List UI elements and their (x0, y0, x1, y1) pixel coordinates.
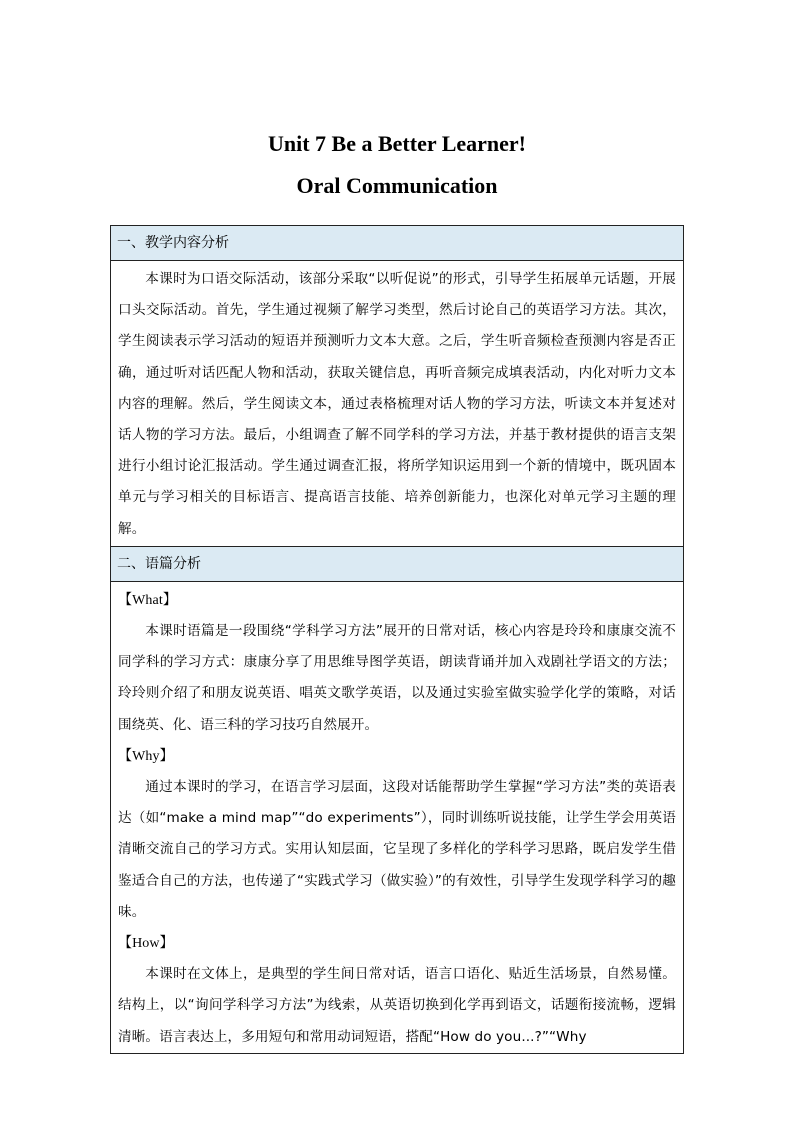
document-title: Unit 7 Be a Better Learner! (267, 131, 527, 156)
why-paragraph: 通过本课时的学习，在语言学习层面，这段对话能帮助学生掌握“学习方法”类的英语表达（如“make a mind map”“do experiments”），同时训练听说技能，让学生学会用英语清晰交流自己的学习方式。实用认知层面，它呈现了多样化的学科学习思路，既启发学生借鉴适合自己的方法，也传递了“实践式学习（做实验）”的有效性，引导学生发现学科学习的趣味。 (118, 779, 676, 920)
what-paragraph: 本课时语篇是一段围绕“学科学习方法”展开的日常对话，核心内容是玲玲和康康交流不同学科的学习方式：康康分享了用思维导图学英语，朗读背诵并加入戏剧社学语文的方法；玲玲则介绍了和朋友说英语、唱英文歌学英语，以及通过实验室做实验学化学的策略，对话围绕英、化、语三科的学习技巧自然展开。 (118, 623, 676, 733)
analysis-table (110, 225, 684, 1054)
section-heading-text-analysis: 二、语篇分析 (111, 546, 684, 581)
section-body-row (111, 581, 684, 1053)
paragraph: 本课时为口语交际活动，该部分采取“以听促说”的形式，引导学生拓展单元话题，开展口头交际活动。首先，学生通过视频了解学习类型，然后讨论自己的英语学习方法。其次，学生阅读表示学习活动的短语并预测听力文本大意。之后，学生听音频检查预测内容是否正确，通过听对话匹配人物和活动，获取关键信息，再听音频完成填表活动，内化对听力文本内容的理解。然后，学生阅读文本，通过表格梳理对话人物的学习方法，听读文本并复述对话人物的学习方法。最后，小组调查了解不同学科的学习方法，并基于教材提供的语言支架进行小组讨论汇报活动。学生通过调查汇报，将所学知识运用到一个新的情境中，既巩固本单元与学习相关的目标语言、提高语言技能、培养创新能力，也深化对单元学习主题的理解。 (118, 271, 676, 537)
document-subtitle: Oral Communication (296, 173, 498, 198)
why-label: 【Why】 (118, 748, 174, 764)
section-body-content-analysis (111, 261, 684, 547)
what-label: 【What】 (118, 592, 177, 608)
how-label: 【How】 (118, 936, 174, 952)
section-heading-content-analysis: 一、教学内容分析 (111, 226, 684, 261)
section-body-row (111, 261, 684, 547)
section-header-row (111, 546, 684, 581)
section-header-row (111, 226, 684, 261)
how-paragraph: 本课时在文体上，是典型的学生间日常对话，语言口语化、贴近生活场景，自然易懂。结构上，以“询问学科学习方法”为线索，从英语切换到化学再到语文，话题衔接流畅，逻辑清晰。语言表达上，多用短句和常用动词短语，搭配“How do you...?”“Why (118, 966, 676, 1045)
section-body-text-analysis (111, 581, 684, 1053)
